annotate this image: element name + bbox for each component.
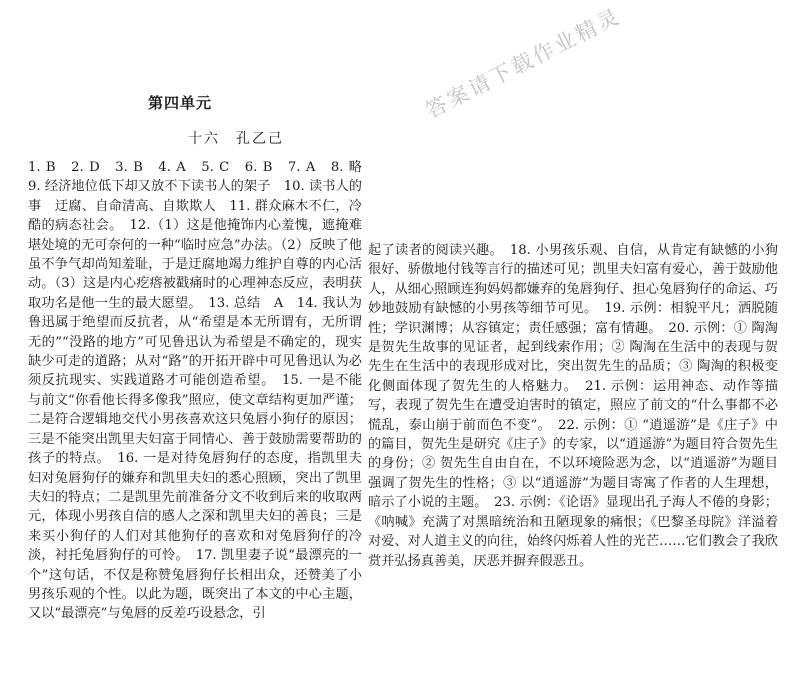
lesson-title: 十六 孔乙己 xyxy=(188,131,284,147)
answer-text-left: 1. B 2. D 3. B 4. A 5. C 6. B 7. A 8. 略 9. 经济地位低下却又放不下读书人的架子 10. 读书人的事 迂腐、自命清高、自欺欺人 11. 群众麻木不仁，冷酷的病态社会。 12.（1）这是他掩饰内心羞愧，遮掩难堪处境的无可奈何的一种“临时应急”办法。（2）反映了他虽不争气却尚知羞耻，于是迂腐地竭力维护自尊的内心活动。（3）这是内心疙瘩被戳痛时的心理神态反应，表明获取功名是他一生的最大愿望。 13. 总结 A 14. 我认为鲁迅属于绝望而反抗者，从“希望是本无所谓有，无所谓无的”“没路的地方”可见鲁迅认为希望是不确定的，现实缺少可走的道路；从对“路”的开拓开辟中可见鲁迅认为必须反抗现实、实践道路才可能创造希望。 15. 一是不能与前文“你看他长得多像我”照应，使文章结构更加严谨；二是符合逻辑地交代小男孩喜欢这只兔唇小狗仔的原因；三是不能突出凯里夫妇富于同情心、善于鼓励需要帮助的孩子的特点。 16. 一是对待兔唇狗仔的态度，指凯里夫妇对兔唇狗仔的嫌弃和凯里夫妇的悉心照顾，突出了凯里夫妇的特点；二是凯里先前准备分文不收到后来的收取两元，体现小男孩自信的感人之深和凯里夫妇的善良；三是来买小狗仔的人们对其他狗仔的喜欢和对兔唇狗仔的冷淡，衬托兔唇狗仔的可怜。 17. 凯里妻子说“最漂亮的一个”这句话，不仅是称赞兔唇狗仔长相出众，还赞美了小男孩乐观的个性。以此为题，既突出了本文的中心主题，又以“最漂亮”与兔唇的反差巧设悬念，引 xyxy=(28,160,376,622)
unit-title: 第四单元 xyxy=(148,94,213,112)
answer-text-right: 起了读者的阅读兴趣。 18. 小男孩乐观、自信，从肯定有缺憾的小狗很好、骄傲地付钱等言行的描述可见；凯里夫妇富有爱心，善于鼓励他人，从细心照顾连狗妈妈都嫌弃的兔唇狗仔、担心兔唇狗仔的命运、巧妙地鼓励有缺憾的小男孩等细节可见。 19. 示例：相貌平凡；洒脱随性；学识渊博；从容镇定；责任感强；富有情趣。 20. 示例：① 陶淘是贺先生故事的见证者，起到线索作用；② 陶淘在生活中的表现与贺先生在生活中的表现形成对比，突出贺先生的品质；③ 陶淘的积极变化侧面体现了贺先生的人格魅力。 21. 示例：运用神态、动作等描写，表现了贺先生在遭受迫害时的镇定，照应了前文的“什么事都不必慌乱，泰山崩于前而色不变”。 22. 示例：① “逍遥游”是《庄子》中的篇目，贺先生是研究《庄子》的专家，以“逍遥游”为题目符合贺先生的身份；② 贺先生自由自在，不以环境险恶为念，以“逍遥游”为题目强调了贺先生的性格；③ 以“逍遥游”为题目寄寓了作者的人生理想，暗示了小说的主题。 23. 示例：《论语》显现出孔子海人不倦的身影；《呐喊》充满了对黑暗统治和丑陋现象的痛恨；《巴黎圣母院》洋溢着对爱、对人道主义的向往，始终闪烁着人性的光芒……它们教会了我欣赏并弘扬真善美，厌恶并摒弃假恶丑。 xyxy=(368,243,778,569)
answer-column-right xyxy=(368,241,778,571)
answer-column-left xyxy=(28,158,376,624)
watermark-text: 答案请下载作业精灵 xyxy=(421,3,626,123)
